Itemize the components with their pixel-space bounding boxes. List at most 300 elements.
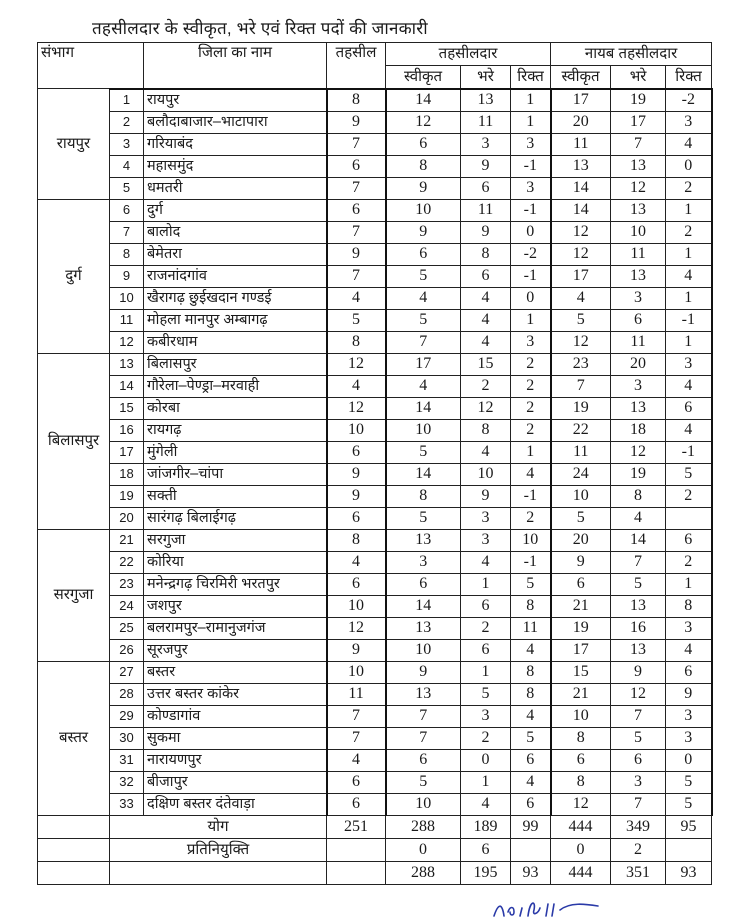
district-name: बस्तर xyxy=(144,661,327,683)
district-name: रायपुर xyxy=(144,89,327,112)
n-vacant: -2 xyxy=(666,89,712,112)
t-sanctioned: 5 xyxy=(386,309,461,331)
t-sanctioned: 5 xyxy=(386,441,461,463)
n-filled: 12 xyxy=(611,441,666,463)
t-sanctioned: 14 xyxy=(386,89,461,112)
district-name: राजनांदगांव xyxy=(144,265,327,287)
t-sanctioned: 10 xyxy=(386,419,461,441)
n-sanctioned: 17 xyxy=(551,89,611,112)
serial-number: 7 xyxy=(110,221,144,243)
t-sanctioned: 7 xyxy=(386,331,461,353)
serial-number: 28 xyxy=(110,683,144,705)
total-tahsil: 251 xyxy=(327,815,386,838)
tahsil-count: 12 xyxy=(327,353,386,375)
n-filled: 11 xyxy=(611,331,666,353)
header-naib-sanctioned: स्वीकृत xyxy=(551,66,611,89)
serial-number: 32 xyxy=(110,771,144,793)
n-filled: 19 xyxy=(611,89,666,112)
t-filled: 9 xyxy=(461,155,511,177)
t-filled: 1 xyxy=(461,661,511,683)
serial-number: 20 xyxy=(110,507,144,529)
t-vacant: 3 xyxy=(511,133,551,155)
header-tahsil: तहसील xyxy=(327,43,386,89)
table-row xyxy=(38,243,712,265)
table-row xyxy=(38,705,712,727)
serial-number: 5 xyxy=(110,177,144,199)
t-filled: 9 xyxy=(461,485,511,507)
serial-number: 11 xyxy=(110,309,144,331)
serial-number: 26 xyxy=(110,639,144,661)
district-name: कोरिया xyxy=(144,551,327,573)
n-sanctioned: 10 xyxy=(551,705,611,727)
t-vacant: -1 xyxy=(511,265,551,287)
t-filled: 13 xyxy=(461,89,511,112)
table-row xyxy=(38,199,712,221)
n-sanctioned: 12 xyxy=(551,221,611,243)
n-sanctioned: 8 xyxy=(551,771,611,793)
t-filled: 6 xyxy=(461,265,511,287)
division-name: रायपुर xyxy=(38,89,110,200)
t-sanctioned: 7 xyxy=(386,705,461,727)
serial-number: 19 xyxy=(110,485,144,507)
total-n-vacant: 95 xyxy=(666,815,712,838)
n-filled: 13 xyxy=(611,155,666,177)
t-vacant: 1 xyxy=(511,89,551,112)
tahsil-count: 11 xyxy=(327,683,386,705)
t-filled: 3 xyxy=(461,507,511,529)
header-district: जिला का नाम xyxy=(144,43,327,89)
table-row xyxy=(38,639,712,661)
n-sanctioned: 17 xyxy=(551,265,611,287)
table-row xyxy=(38,419,712,441)
district-name: जांजगीर–चांपा xyxy=(144,463,327,485)
table-row xyxy=(38,441,712,463)
n-vacant: 3 xyxy=(666,705,712,727)
n-vacant: 2 xyxy=(666,221,712,243)
n-sanctioned: 21 xyxy=(551,595,611,617)
tahsil-count: 9 xyxy=(327,485,386,507)
n-vacant: 3 xyxy=(666,617,712,639)
n-vacant: -1 xyxy=(666,441,712,463)
n-filled: 3 xyxy=(611,771,666,793)
serial-number: 22 xyxy=(110,551,144,573)
total-n-filled: 349 xyxy=(611,815,666,838)
t-sanctioned: 3 xyxy=(386,551,461,573)
n-vacant: 4 xyxy=(666,375,712,397)
table-row xyxy=(38,133,712,155)
table-row xyxy=(38,177,712,199)
district-name: सरगुजा xyxy=(144,529,327,551)
n-vacant: 6 xyxy=(666,661,712,683)
t-vacant: -2 xyxy=(511,243,551,265)
n-vacant: 3 xyxy=(666,353,712,375)
t-sanctioned: 9 xyxy=(386,177,461,199)
district-name: नारायणपुर xyxy=(144,749,327,771)
serial-number: 24 xyxy=(110,595,144,617)
district-name: कोण्डागांव xyxy=(144,705,327,727)
n-filled: 5 xyxy=(611,727,666,749)
total-t-vacant: 99 xyxy=(511,815,551,838)
n-vacant: 3 xyxy=(666,727,712,749)
total-t-filled: 189 xyxy=(461,815,511,838)
n-vacant: -1 xyxy=(666,309,712,331)
n-sanctioned: 21 xyxy=(551,683,611,705)
n-sanctioned: 17 xyxy=(551,639,611,661)
district-name: सक्ती xyxy=(144,485,327,507)
table-row xyxy=(38,155,712,177)
serial-number: 27 xyxy=(110,661,144,683)
grand-t-sanctioned: 288 xyxy=(386,861,461,884)
grand-t-filled: 195 xyxy=(461,861,511,884)
n-vacant: 2 xyxy=(666,177,712,199)
serial-number: 14 xyxy=(110,375,144,397)
n-filled: 13 xyxy=(611,199,666,221)
table-row xyxy=(38,397,712,419)
t-sanctioned: 10 xyxy=(386,199,461,221)
tahsil-count: 6 xyxy=(327,507,386,529)
t-vacant: 1 xyxy=(511,111,551,133)
n-filled: 4 xyxy=(611,507,666,529)
table-row xyxy=(38,661,712,683)
tahsil-count: 7 xyxy=(327,727,386,749)
division-name: दुर्ग xyxy=(38,199,110,353)
t-sanctioned: 4 xyxy=(386,287,461,309)
tahsil-count: 4 xyxy=(327,551,386,573)
n-sanctioned: 4 xyxy=(551,287,611,309)
t-vacant: 1 xyxy=(511,309,551,331)
tahsil-count: 10 xyxy=(327,419,386,441)
n-sanctioned: 15 xyxy=(551,661,611,683)
t-sanctioned: 10 xyxy=(386,639,461,661)
tahsil-count: 12 xyxy=(327,617,386,639)
district-name: मुंगेली xyxy=(144,441,327,463)
deputation-t-sanctioned: 0 xyxy=(386,838,461,861)
table-row xyxy=(38,551,712,573)
t-filled: 6 xyxy=(461,595,511,617)
table-row xyxy=(38,507,712,529)
t-vacant: 4 xyxy=(511,771,551,793)
total-n-sanctioned: 444 xyxy=(551,815,611,838)
grand-t-vacant: 93 xyxy=(511,861,551,884)
serial-number: 21 xyxy=(110,529,144,551)
table-row xyxy=(38,309,712,331)
table-row xyxy=(38,771,712,793)
n-vacant: 2 xyxy=(666,485,712,507)
table-row xyxy=(38,793,712,815)
table-row xyxy=(38,463,712,485)
n-filled: 10 xyxy=(611,221,666,243)
table-row xyxy=(38,727,712,749)
tahsil-count: 8 xyxy=(327,529,386,551)
n-vacant: 6 xyxy=(666,529,712,551)
header-tahsildar-sanctioned: स्वीकृत xyxy=(386,66,461,89)
n-vacant: 4 xyxy=(666,419,712,441)
n-filled: 11 xyxy=(611,243,666,265)
n-vacant: 4 xyxy=(666,133,712,155)
t-sanctioned: 6 xyxy=(386,573,461,595)
n-sanctioned: 11 xyxy=(551,441,611,463)
n-sanctioned: 12 xyxy=(551,793,611,815)
tahsil-count: 10 xyxy=(327,661,386,683)
grand-n-sanctioned: 444 xyxy=(551,861,611,884)
t-filled: 4 xyxy=(461,331,511,353)
serial-number: 29 xyxy=(110,705,144,727)
district-name: बीजापुर xyxy=(144,771,327,793)
t-filled: 4 xyxy=(461,551,511,573)
serial-number: 4 xyxy=(110,155,144,177)
tahsil-count: 6 xyxy=(327,199,386,221)
tahsil-count: 7 xyxy=(327,133,386,155)
t-sanctioned: 6 xyxy=(386,133,461,155)
district-name: बलौदाबाजार–भाटापारा xyxy=(144,111,327,133)
header-tahsildar: तहसीलदार xyxy=(386,43,551,66)
table-row xyxy=(38,89,712,112)
serial-number: 2 xyxy=(110,111,144,133)
serial-number: 15 xyxy=(110,397,144,419)
serial-number: 1 xyxy=(110,89,144,112)
tahsil-count: 8 xyxy=(327,89,386,112)
n-filled: 19 xyxy=(611,463,666,485)
table-row xyxy=(38,683,712,705)
n-filled: 14 xyxy=(611,529,666,551)
vacancy-table xyxy=(37,42,713,885)
district-name: धमतरी xyxy=(144,177,327,199)
district-name: मनेन्द्रगढ़ चिरमिरी भरतपुर xyxy=(144,573,327,595)
n-sanctioned: 20 xyxy=(551,111,611,133)
t-vacant: 4 xyxy=(511,463,551,485)
n-sanctioned: 8 xyxy=(551,727,611,749)
t-vacant: 2 xyxy=(511,375,551,397)
tahsil-count: 5 xyxy=(327,309,386,331)
header-tahsildar-filled: भरे xyxy=(461,66,511,89)
t-vacant: 11 xyxy=(511,617,551,639)
t-sanctioned: 13 xyxy=(386,617,461,639)
document-title: तहसीलदार के स्वीकृत, भरे एवं रिक्त पदों की जानकारी xyxy=(92,19,428,38)
tahsil-count: 7 xyxy=(327,177,386,199)
deputation-t-vacant xyxy=(511,838,551,861)
n-filled: 7 xyxy=(611,551,666,573)
t-filled: 4 xyxy=(461,309,511,331)
district-name: सूरजपुर xyxy=(144,639,327,661)
n-sanctioned: 5 xyxy=(551,309,611,331)
deputation-label: प्रतिनियुक्ति xyxy=(110,838,327,861)
tahsil-count: 4 xyxy=(327,287,386,309)
tahsil-count: 6 xyxy=(327,771,386,793)
tahsil-count: 9 xyxy=(327,463,386,485)
header-naib-vacant: रिक्त xyxy=(666,66,712,89)
serial-number: 12 xyxy=(110,331,144,353)
t-filled: 15 xyxy=(461,353,511,375)
t-filled: 2 xyxy=(461,727,511,749)
serial-number: 3 xyxy=(110,133,144,155)
n-vacant: 0 xyxy=(666,749,712,771)
n-filled: 13 xyxy=(611,397,666,419)
n-sanctioned: 10 xyxy=(551,485,611,507)
n-vacant: 1 xyxy=(666,199,712,221)
n-filled: 17 xyxy=(611,111,666,133)
n-vacant: 1 xyxy=(666,573,712,595)
tahsil-count: 9 xyxy=(327,243,386,265)
n-vacant: 5 xyxy=(666,771,712,793)
tahsil-count: 8 xyxy=(327,331,386,353)
t-sanctioned: 8 xyxy=(386,485,461,507)
serial-number: 17 xyxy=(110,441,144,463)
n-vacant: 8 xyxy=(666,595,712,617)
t-vacant: -1 xyxy=(511,155,551,177)
table-footer xyxy=(38,815,712,884)
n-vacant: 0 xyxy=(666,155,712,177)
deputation-n-vacant xyxy=(666,838,712,861)
tahsil-count: 6 xyxy=(327,793,386,815)
grand-total-label xyxy=(110,861,327,884)
n-vacant: 1 xyxy=(666,331,712,353)
t-filled: 2 xyxy=(461,375,511,397)
deputation-tahsil xyxy=(327,838,386,861)
n-sanctioned: 11 xyxy=(551,133,611,155)
t-filled: 0 xyxy=(461,749,511,771)
district-name: महासमुंद xyxy=(144,155,327,177)
serial-number: 16 xyxy=(110,419,144,441)
n-filled: 20 xyxy=(611,353,666,375)
table-row xyxy=(38,617,712,639)
t-vacant: 10 xyxy=(511,529,551,551)
t-vacant: 1 xyxy=(511,441,551,463)
table-row xyxy=(38,595,712,617)
tahsil-count: 7 xyxy=(327,221,386,243)
tahsil-count: 6 xyxy=(327,441,386,463)
t-sanctioned: 12 xyxy=(386,111,461,133)
t-filled: 2 xyxy=(461,617,511,639)
serial-number: 25 xyxy=(110,617,144,639)
t-vacant: 8 xyxy=(511,683,551,705)
t-vacant: 5 xyxy=(511,573,551,595)
n-sanctioned: 12 xyxy=(551,243,611,265)
t-vacant: 6 xyxy=(511,793,551,815)
t-vacant: 2 xyxy=(511,353,551,375)
n-filled: 12 xyxy=(611,683,666,705)
t-filled: 1 xyxy=(461,573,511,595)
tahsil-count: 6 xyxy=(327,155,386,177)
grand-tahsil xyxy=(327,861,386,884)
district-name: गरियाबंद xyxy=(144,133,327,155)
n-vacant: 4 xyxy=(666,265,712,287)
t-filled: 11 xyxy=(461,199,511,221)
n-vacant: 9 xyxy=(666,683,712,705)
n-filled: 18 xyxy=(611,419,666,441)
n-sanctioned: 22 xyxy=(551,419,611,441)
n-filled: 7 xyxy=(611,793,666,815)
district-name: गौरेला–पेण्ड्रा–मरवाही xyxy=(144,375,327,397)
deputation-n-filled: 2 xyxy=(611,838,666,861)
district-name: कोरबा xyxy=(144,397,327,419)
n-vacant: 3 xyxy=(666,111,712,133)
table-row xyxy=(38,111,712,133)
n-sanctioned: 19 xyxy=(551,617,611,639)
n-filled: 12 xyxy=(611,177,666,199)
serial-number: 18 xyxy=(110,463,144,485)
table-row xyxy=(38,265,712,287)
serial-number: 10 xyxy=(110,287,144,309)
t-vacant: 8 xyxy=(511,595,551,617)
total-row xyxy=(38,815,712,838)
n-filled: 8 xyxy=(611,485,666,507)
table-row xyxy=(38,287,712,309)
serial-number: 9 xyxy=(110,265,144,287)
tahsil-count: 6 xyxy=(327,573,386,595)
t-sanctioned: 8 xyxy=(386,155,461,177)
n-sanctioned: 14 xyxy=(551,177,611,199)
district-name: बिलासपुर xyxy=(144,353,327,375)
tahsil-count: 4 xyxy=(327,749,386,771)
t-filled: 3 xyxy=(461,705,511,727)
division-name: बस्तर xyxy=(38,661,110,815)
table-row xyxy=(38,221,712,243)
tahsil-count: 12 xyxy=(327,397,386,419)
t-sanctioned: 4 xyxy=(386,375,461,397)
n-filled: 13 xyxy=(611,595,666,617)
t-vacant: -1 xyxy=(511,485,551,507)
t-filled: 9 xyxy=(461,221,511,243)
n-sanctioned: 12 xyxy=(551,331,611,353)
tahsil-count: 9 xyxy=(327,639,386,661)
t-filled: 3 xyxy=(461,529,511,551)
district-name: खैरागढ़ छुईखदान गण्डई xyxy=(144,287,327,309)
n-vacant: 1 xyxy=(666,287,712,309)
t-vacant: 3 xyxy=(511,331,551,353)
n-vacant xyxy=(666,507,712,529)
grand-n-filled: 351 xyxy=(611,861,666,884)
deputation-n-sanctioned: 0 xyxy=(551,838,611,861)
serial-number: 6 xyxy=(110,199,144,221)
n-vacant: 4 xyxy=(666,639,712,661)
tahsil-count: 4 xyxy=(327,375,386,397)
serial-number: 23 xyxy=(110,573,144,595)
n-sanctioned: 24 xyxy=(551,463,611,485)
n-filled: 13 xyxy=(611,265,666,287)
serial-number: 13 xyxy=(110,353,144,375)
table-body xyxy=(38,89,712,816)
t-vacant: 2 xyxy=(511,507,551,529)
n-vacant: 2 xyxy=(666,551,712,573)
t-sanctioned: 10 xyxy=(386,793,461,815)
district-name: सारंगढ़ बिलाईगढ़ xyxy=(144,507,327,529)
total-label: योग xyxy=(110,815,327,838)
n-filled: 7 xyxy=(611,705,666,727)
n-filled: 6 xyxy=(611,309,666,331)
deputation-row xyxy=(38,838,712,861)
tahsil-count: 7 xyxy=(327,265,386,287)
t-sanctioned: 17 xyxy=(386,353,461,375)
serial-number: 31 xyxy=(110,749,144,771)
district-name: बालोद xyxy=(144,221,327,243)
n-sanctioned: 19 xyxy=(551,397,611,419)
t-vacant: 8 xyxy=(511,661,551,683)
division-name: बिलासपुर xyxy=(38,353,110,529)
table-row xyxy=(38,573,712,595)
t-filled: 6 xyxy=(461,177,511,199)
n-vacant: 5 xyxy=(666,793,712,815)
n-sanctioned: 5 xyxy=(551,507,611,529)
header-tahsildar-vacant: रिक्त xyxy=(511,66,551,89)
n-filled: 5 xyxy=(611,573,666,595)
grand-n-vacant: 93 xyxy=(666,861,712,884)
n-filled: 9 xyxy=(611,661,666,683)
t-sanctioned: 5 xyxy=(386,771,461,793)
t-sanctioned: 7 xyxy=(386,727,461,749)
table-row xyxy=(38,375,712,397)
n-sanctioned: 14 xyxy=(551,199,611,221)
t-sanctioned: 13 xyxy=(386,529,461,551)
